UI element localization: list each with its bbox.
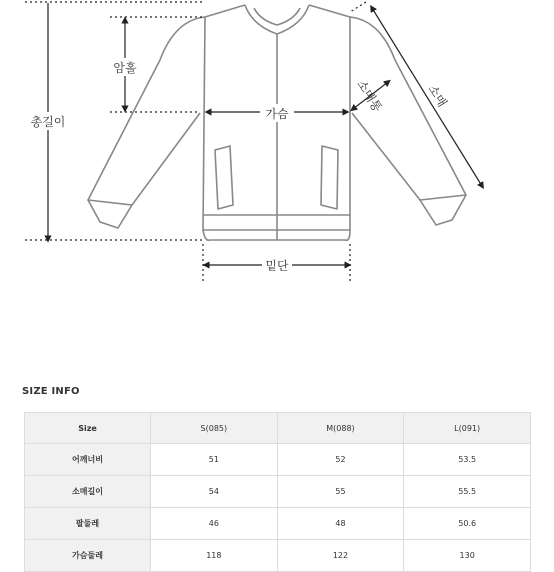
row-label: 가슴둘레	[24, 540, 151, 572]
table-cell: 130	[404, 540, 531, 572]
table-cell: 118	[151, 540, 278, 572]
table-row	[24, 540, 531, 572]
jacket-outline	[88, 5, 466, 240]
table-header-row	[24, 412, 531, 444]
table-cell: 46	[151, 508, 278, 540]
table-cell: 52	[278, 444, 405, 476]
label-shoulder	[265, 0, 288, 1]
table-cell: 50.6	[404, 508, 531, 540]
label-chest: 가슴	[265, 107, 289, 121]
row-label: 소매길이	[24, 476, 151, 508]
table-header-cell: L(091)	[404, 412, 531, 444]
label-hem: 밑단	[265, 259, 289, 273]
row-label: 팔둘레	[24, 508, 151, 540]
table-cell: 122	[278, 540, 405, 572]
table-cell: 48	[278, 508, 405, 540]
row-label: 어깨너비	[24, 444, 151, 476]
table-cell: 53.5	[404, 444, 531, 476]
table-cell: 55	[278, 476, 405, 508]
table-row	[24, 444, 531, 476]
table-row	[24, 508, 531, 540]
table-header-cell: S(085)	[151, 412, 278, 444]
label-sleeve-width: 소매통	[354, 77, 385, 115]
size-table	[24, 412, 531, 572]
table-row	[24, 476, 531, 508]
label-total-length: 총길이	[30, 115, 66, 129]
label-armhole: 암홀	[113, 61, 137, 75]
table-cell: 54	[151, 476, 278, 508]
table-cell: 55.5	[404, 476, 531, 508]
table-header-cell: Size	[24, 412, 151, 444]
measurement-labels	[28, 0, 450, 273]
table-header-cell: M(088)	[278, 412, 405, 444]
table-cell: 51	[151, 444, 278, 476]
size-info-title: SIZE INFO	[22, 386, 80, 397]
label-sleeve: 소매	[425, 82, 450, 110]
